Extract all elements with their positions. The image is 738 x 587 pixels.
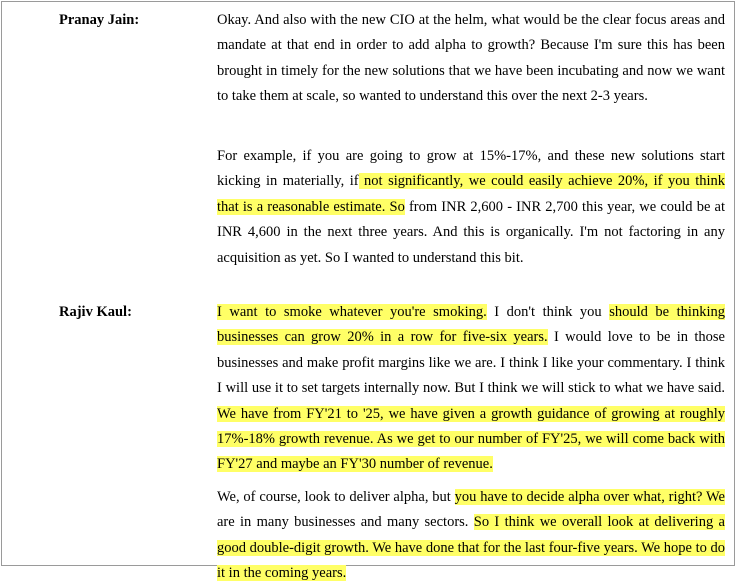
rajiv-p1-highlight-1: I want to smoke whatever you're smoking. (217, 304, 487, 320)
rajiv-p1-highlight-3: We have from FY'21 to '25, we have given a growth guidance of growing at roughly 17%-18% growth revenue. As we get to our number of FY'25, we will come back with FY'27 and maybe an FY'30 number of revenue. (217, 405, 725, 473)
rajiv-p2-text-c: are in many businesses and many sectors. (217, 514, 474, 531)
speaker-label-rajiv: Rajiv Kaul: (59, 304, 132, 320)
rajiv-p2-highlight-2: So I think we overall look at delivering a good double-digit growth. We have done that for the last four-five years. We hope to do it in the coming years. (217, 514, 725, 582)
rajiv-p1-text-b: I don't think you (486, 304, 610, 320)
pranay-p2-text-a: For example, if you are going to grow at 15%-17%, and these new solutions start kicking in materially, if (217, 148, 725, 190)
pranay-p2-text-c: from INR 2,600 - INR 2,700 this year, we could be at INR 4,600 in the next three years. And this is organically. I'm not factoring in any acquisition as yet. So I wanted to understand this bit. (217, 198, 725, 266)
pranay-paragraph-2 (217, 144, 725, 271)
rajiv-p1-highlight-2: should be thinking businesses can grow 20% in a row for five-six years. (217, 304, 725, 346)
rajiv-p1-text-d: I would love to be in those businesses and make profit margins like we are. I think I like your commentary. I think I will use it to set targets internally now. But I think we will stick to what we have said. (217, 329, 725, 397)
rajiv-p2-highlight-1: you have to decide alpha over what, right? We (454, 489, 725, 505)
transcript-page (1, 1, 735, 582)
pranay-p2-highlight: not significantly, we could easily achieve 20%, if you think that is a reasonable estimate. So (217, 173, 725, 215)
rajiv-p2-text-a: We, of course, look to deliver alpha, but (217, 489, 455, 505)
speaker-label-pranay: Pranay Jain: (59, 12, 140, 28)
pranay-paragraph-1-text: Okay. And also with the new CIO at the helm, what would be the clear focus areas and mandate at that end in order to add alpha to growth? Because I'm sure this has been brought in timely for the new solutions that we have been incubating and now we want to take them at scale, so wanted to understand this over the next 2-3 years. (217, 12, 725, 105)
pranay-paragraph-1 (217, 8, 725, 110)
rajiv-paragraph-1 (217, 300, 725, 478)
rajiv-paragraph-2 (217, 485, 725, 587)
